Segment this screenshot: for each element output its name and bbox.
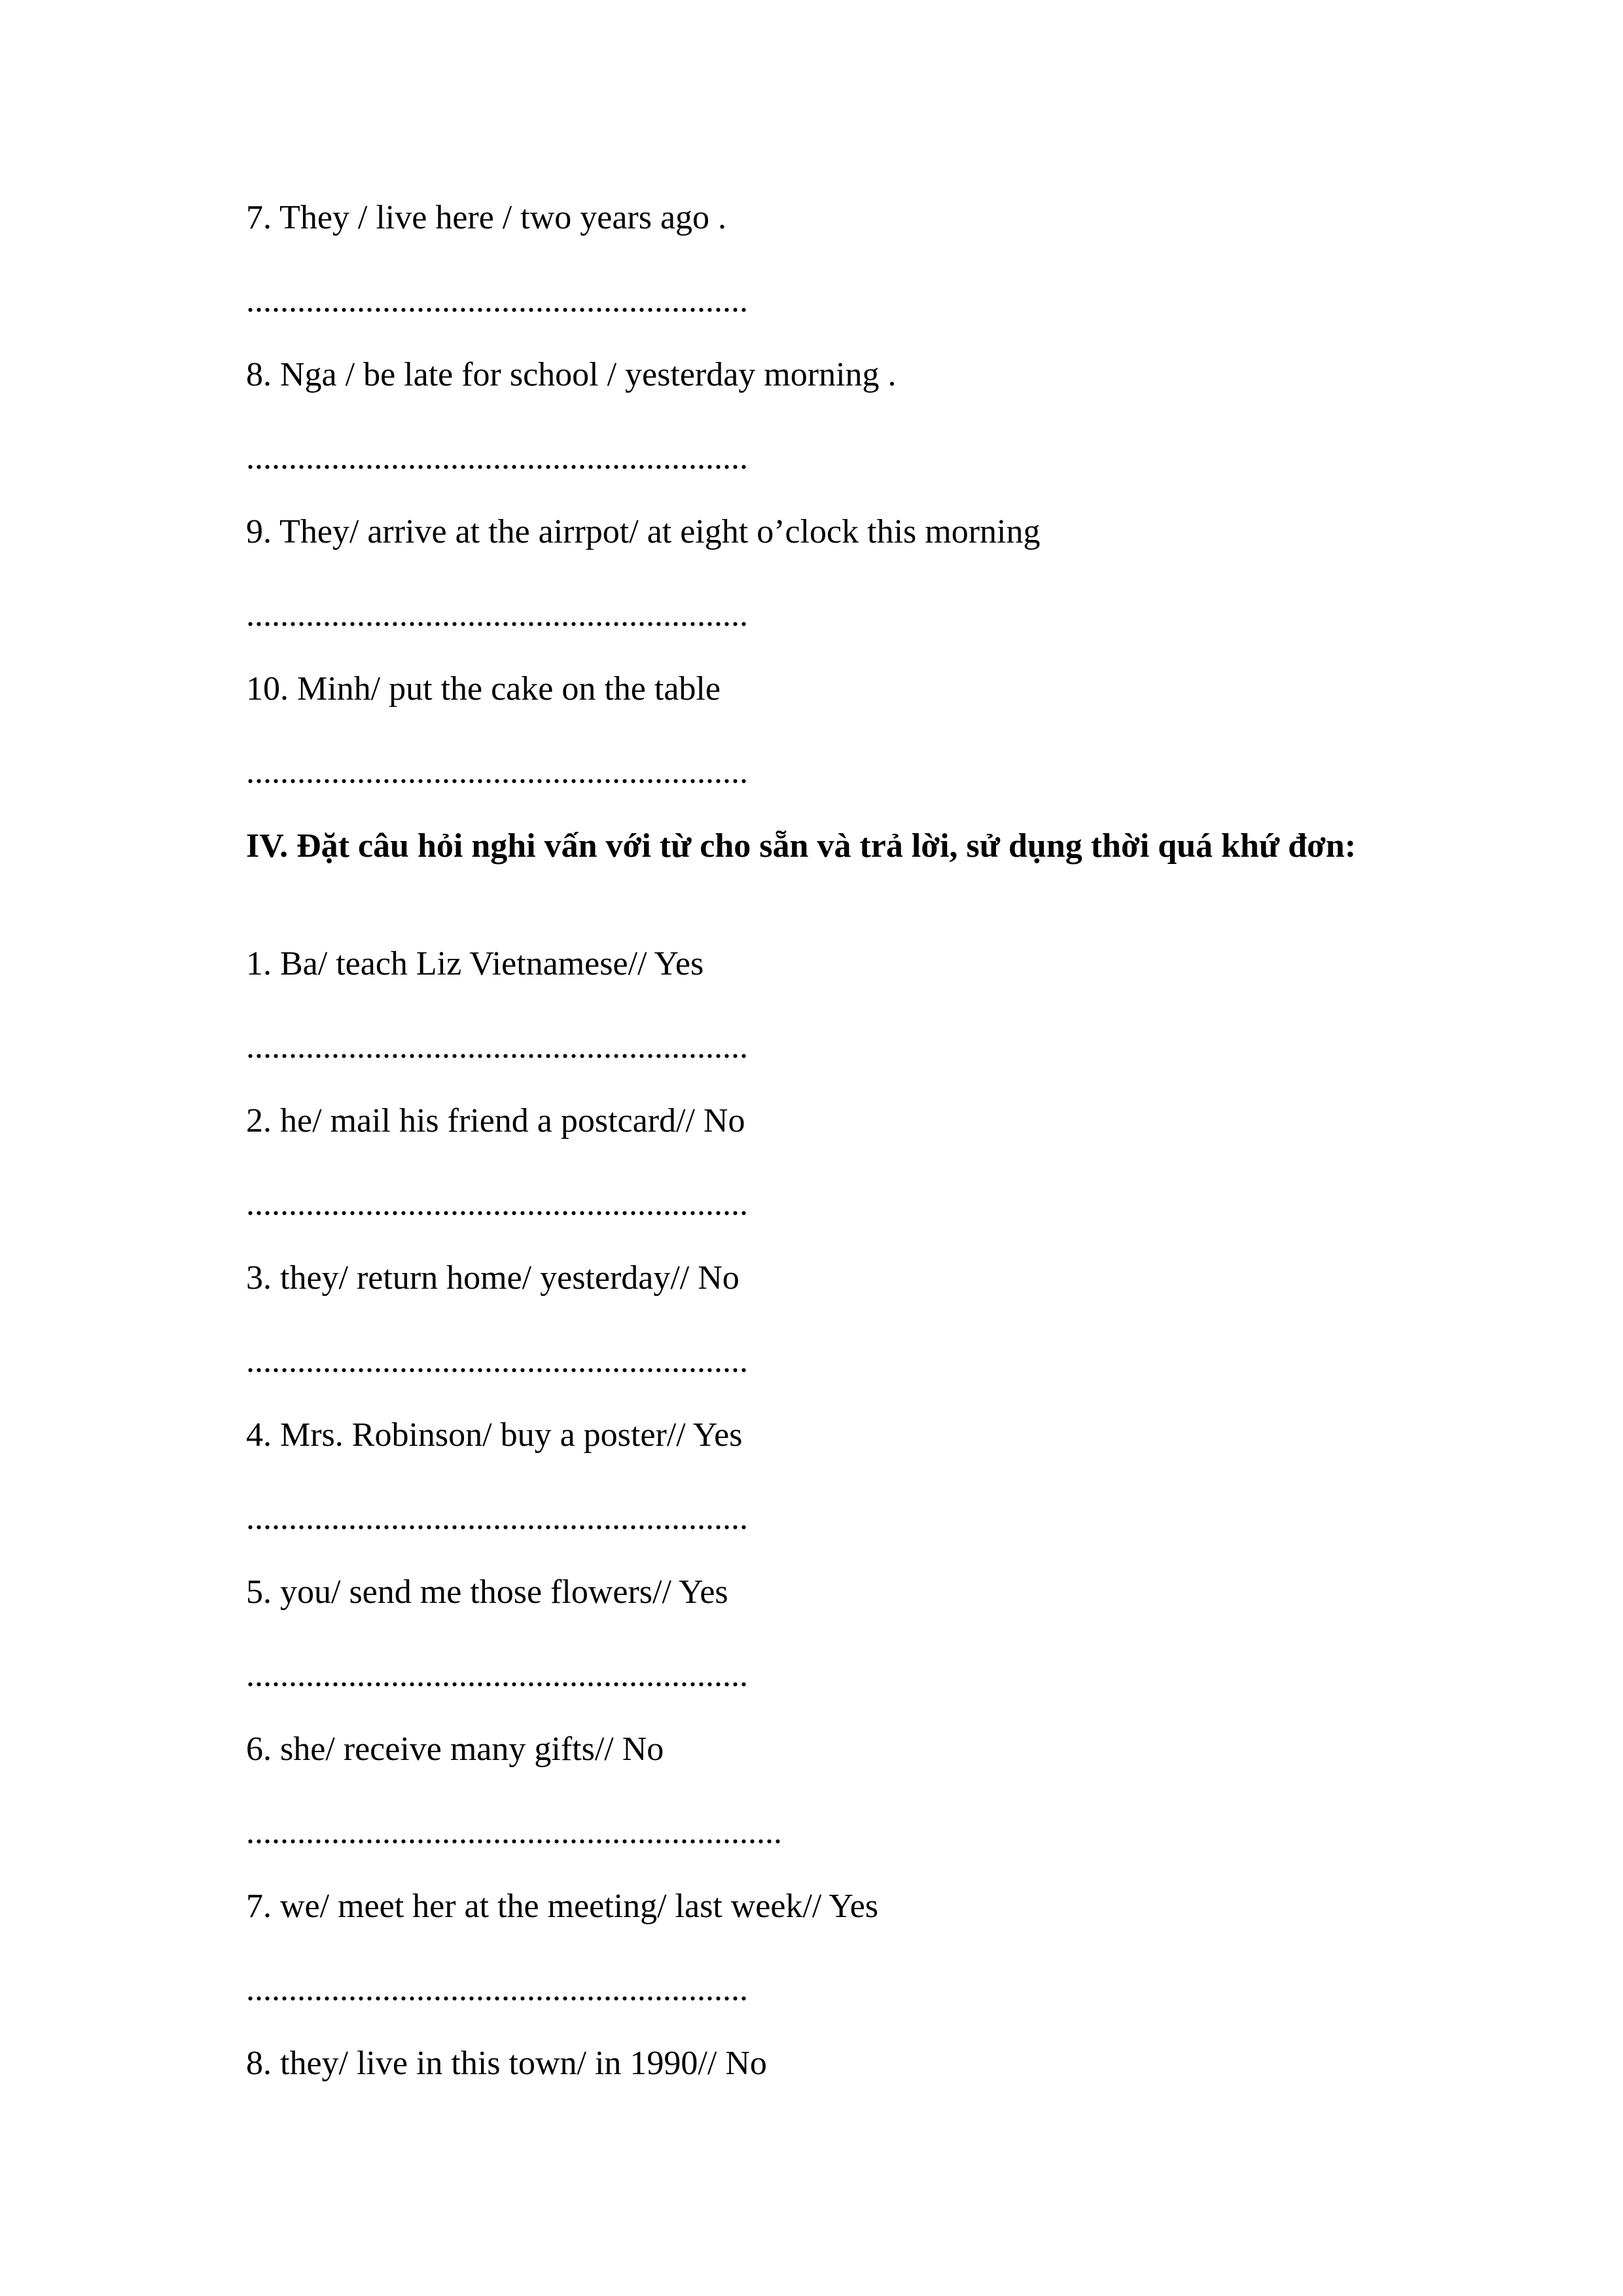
section-heading: IV. Đặt câu hỏi nghi vấn với từ cho sẵn và trả lời, sử dụng thời quá khứ đơn: [246,827,1357,865]
answer-line[interactable]: ........................................................... [246,1028,748,1066]
question-text: 1. Ba/ teach Liz Vietnamese// Yes [246,945,704,982]
answer-line[interactable]: ........................................................... [246,439,748,476]
answer-line[interactable]: ........................................................... [246,596,748,634]
question-text: 7. They / live here / two years ago . [246,199,727,236]
question-text: 3. they/ return home/ yesterday// No [246,1259,740,1297]
question-text: 9. They/ arrive at the airrpot/ at eight o’clock this morning [246,513,1041,550]
answer-line[interactable]: ........................................................... [246,1971,748,2008]
answer-line[interactable]: ........................................................... [246,1499,748,1537]
question-text: 10. Minh/ put the cake on the table [246,670,721,708]
answer-line[interactable]: ........................................................... [246,282,748,319]
answer-line[interactable]: ........................................................... [246,1342,748,1380]
worksheet-page [246,0,1393,2296]
question-text: 4. Mrs. Robinson/ buy a poster// Yes [246,1416,743,1454]
question-text: 8. they/ live in this town/ in 1990// No [246,2045,767,2082]
answer-line[interactable]: ............................................................... [246,1814,782,1851]
answer-line[interactable]: ........................................................... [246,1657,748,1694]
question-text: 7. we/ meet her at the meeting/ last week// Yes [246,1888,879,1925]
question-text: 8. Nga / be late for school / yesterday morning . [246,356,897,393]
question-text: 5. you/ send me those flowers// Yes [246,1573,728,1611]
question-text: 6. she/ receive many gifts// No [246,1731,664,1768]
answer-line[interactable]: ........................................................... [246,753,748,791]
question-text: 2. he/ mail his friend a postcard// No [246,1102,745,1139]
answer-line[interactable]: ........................................................... [246,1185,748,1223]
